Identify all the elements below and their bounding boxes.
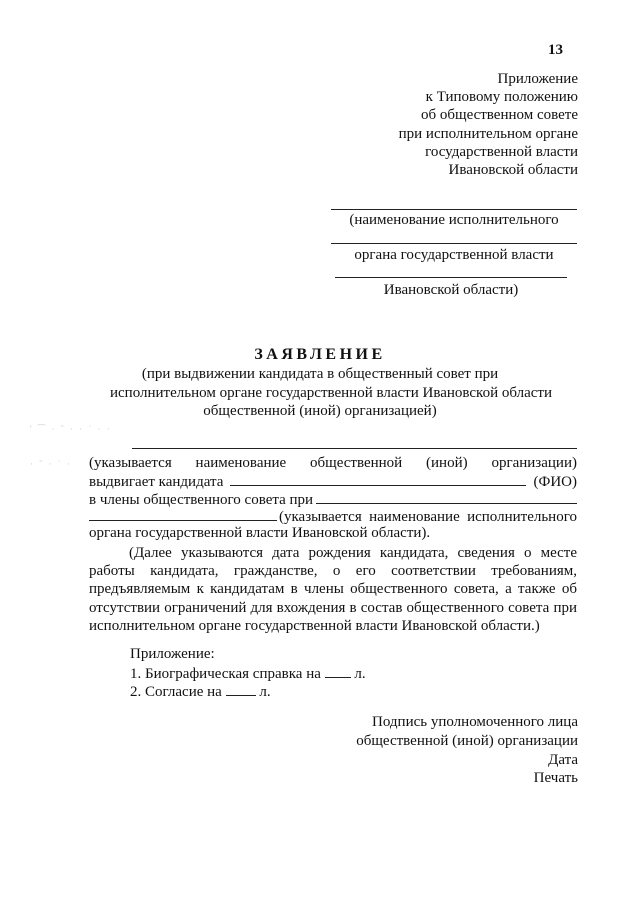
hint-word: (иной) [426, 455, 468, 471]
council-organ-blank [316, 490, 577, 504]
annex-line: государственной власти [425, 143, 578, 160]
annex-line: при исполнительном органе [398, 125, 578, 142]
document-title: ЗАЯВЛЕНИЕ [254, 346, 386, 363]
details-line: предъявляемым к кандидатам в члены общественного совета, а также об [89, 581, 577, 598]
pages-suffix: л. [354, 666, 366, 682]
subtitle-line: исполнительном органе государственной власти Ивановской области [110, 384, 552, 401]
details-line: работы кандидата, гражданстве, о его соответствии требованиям, [89, 563, 577, 580]
addressee-blank-line [335, 277, 567, 278]
attachment-label: 1. Биографическая справка на [130, 666, 321, 682]
signature-line: Подпись уполномоченного лица [372, 714, 578, 730]
annex-line: к Типовому положению [425, 89, 578, 106]
annex-line: об общественном совете [421, 107, 578, 124]
pages-suffix: л. [259, 684, 271, 700]
nominates-label: выдвигает кандидата [89, 474, 224, 490]
details-line: исполнительном органе государственной власти Ивановской области.) [89, 617, 540, 634]
addressee-blank-line [331, 209, 577, 210]
candidate-name-blank [230, 472, 526, 486]
candidate-row [89, 472, 577, 491]
organ-hint: (указывается наименование исполнительного [279, 509, 577, 525]
signature-block [318, 713, 578, 788]
page-number: 13 [548, 42, 563, 58]
annex-line: Приложение [497, 71, 578, 87]
subtitle-line: общественной (иной) организацией) [203, 403, 437, 419]
annex-line: Ивановской области [448, 162, 578, 179]
pages-blank [226, 682, 256, 696]
organization-blank-line [132, 448, 577, 449]
addressee-blank-line [331, 243, 577, 244]
scan-noise: · ˜ · ˙ · [30, 459, 72, 469]
addressee-caption: (наименование исполнительного [349, 212, 559, 228]
document-subtitle [110, 365, 552, 421]
organization-hint [89, 455, 577, 472]
hint-word: наименование [195, 455, 287, 471]
details-line: (Далее указываются дата рождения кандидата, сведения о месте [129, 545, 577, 561]
pages-blank [325, 664, 351, 678]
attachment-item-2 [130, 682, 271, 701]
hint-word: (указывается [89, 455, 172, 471]
addressee-caption: органа государственной власти [354, 247, 554, 263]
addressee-caption: Ивановской области) [383, 282, 519, 298]
attachment-label: 2. Согласие на [130, 684, 222, 700]
fio-label: (ФИО) [533, 474, 577, 490]
signature-line: общественной (иной) организации [356, 732, 578, 749]
attachments-heading: Приложение: [130, 646, 215, 662]
organ-hint-row [89, 507, 577, 526]
details-paragraph [89, 544, 577, 635]
hint-word: организации) [491, 455, 577, 471]
details-line: отсутствии ограничений для вхождения в состав общественного совета при [89, 599, 577, 616]
organ-blank [89, 507, 277, 521]
council-prefix: в члены общественного совета при [89, 492, 314, 508]
signature-line: Дата [548, 751, 578, 768]
annex-header [318, 70, 578, 179]
scan-noise: ' ⁀ · ˜ · · ˙ · · [30, 424, 112, 434]
hint-word: общественной [310, 455, 403, 471]
organ-hint-2: органа государственной власти Ивановской области). [89, 525, 431, 541]
attachment-item-1 [130, 664, 366, 683]
signature-line: Печать [533, 770, 578, 787]
subtitle-line: (при выдвижении кандидата в общественный совет при [141, 366, 499, 382]
